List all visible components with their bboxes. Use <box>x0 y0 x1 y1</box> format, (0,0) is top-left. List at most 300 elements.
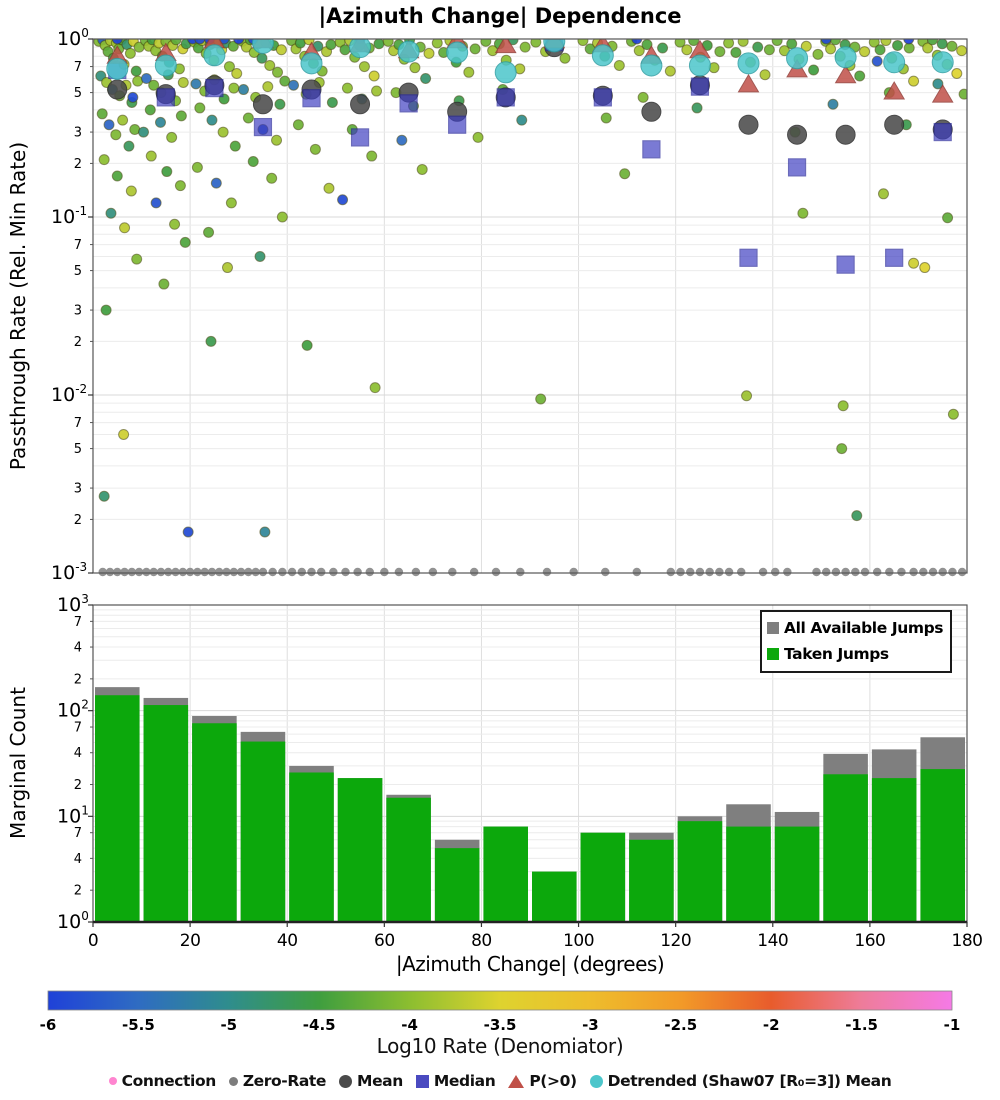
svg-text:60: 60 <box>374 931 395 951</box>
zero-rate-point <box>222 568 230 576</box>
legend-row <box>767 641 943 667</box>
detrended-marker <box>107 58 128 79</box>
scatter-point <box>191 79 201 89</box>
scatter-point <box>520 42 530 52</box>
scatter-point <box>232 68 242 78</box>
legend-item-zero-rate: Zero-Rate <box>229 1072 326 1090</box>
bar-taken <box>338 778 383 922</box>
scatter-point <box>132 254 142 264</box>
zero-rate-point <box>737 568 745 576</box>
scatter-point <box>689 36 699 46</box>
scatter-point <box>909 258 919 268</box>
scatter-point <box>374 39 384 49</box>
legend-item-connection: Connection <box>109 1072 216 1090</box>
zero-rate-point <box>929 568 937 576</box>
scatter-point <box>715 47 725 57</box>
scatter-point <box>272 135 282 145</box>
svg-text:2: 2 <box>73 883 82 899</box>
svg-text:5: 5 <box>73 264 82 280</box>
scatter-point <box>614 60 624 70</box>
median-marker <box>206 80 223 97</box>
zero-rate-point <box>783 568 791 576</box>
scatter-point <box>101 305 111 315</box>
svg-text:80: 80 <box>471 931 492 951</box>
zero-rate-point <box>897 568 905 576</box>
svg-text:140: 140 <box>757 931 789 951</box>
bar-taken <box>532 872 577 922</box>
colorbar-gradient <box>48 991 952 1010</box>
svg-text:120: 120 <box>660 931 692 951</box>
hist-y-axis-label: Marginal Count <box>6 687 30 839</box>
scatter-point <box>410 63 420 73</box>
scatter-point <box>267 173 277 183</box>
scatter-point <box>124 141 134 151</box>
zero-rate-point <box>395 568 403 576</box>
scatter-point <box>860 47 870 57</box>
svg-text:10-1: $10^{-1}$ <box>51 204 88 228</box>
bar-taken <box>241 742 286 922</box>
detrended-marker <box>884 52 905 73</box>
legend-item-p-gt0: P(>0) <box>508 1072 576 1090</box>
zero-rate-point <box>380 568 388 576</box>
scatter-point <box>828 99 838 109</box>
svg-text:-5.5: -5.5 <box>121 1016 155 1034</box>
scatter-point <box>99 491 109 501</box>
mean-marker-icon <box>339 1075 352 1088</box>
scatter-point <box>275 99 285 109</box>
scatter-point <box>324 183 334 193</box>
svg-text:-5: -5 <box>220 1016 238 1034</box>
svg-text:-2.5: -2.5 <box>664 1016 698 1034</box>
zero-rate-point <box>171 568 179 576</box>
scatter-point <box>855 71 865 81</box>
zero-rate-point <box>193 568 201 576</box>
mean-marker <box>739 115 758 134</box>
svg-text:10-3: $10^{-3}$ <box>51 560 88 584</box>
scatter-point <box>207 115 217 125</box>
zero-rate-point <box>909 568 917 576</box>
scatter-point <box>260 527 270 537</box>
scatter-point <box>947 41 957 51</box>
bar-taken <box>581 833 626 922</box>
bar-taken <box>192 723 237 922</box>
detrended-marker <box>592 45 613 66</box>
bar-taken <box>920 769 965 922</box>
zero-rate-point <box>128 568 136 576</box>
svg-text:-3.5: -3.5 <box>483 1016 517 1034</box>
bar-taken <box>435 848 480 922</box>
zero-rate-point <box>725 568 733 576</box>
detrended-marker <box>350 37 371 58</box>
zero-rate-point <box>939 568 947 576</box>
zero-rate-point <box>99 568 107 576</box>
zero-rate-point <box>278 568 286 576</box>
svg-text:101: $10^1$ <box>57 803 89 828</box>
scatter-point <box>310 144 320 154</box>
histogram-legend <box>760 610 952 673</box>
scatter-point <box>211 178 221 188</box>
zero-rate-point <box>135 568 143 576</box>
zero-rate-point <box>812 568 820 576</box>
scatter-point <box>170 219 180 229</box>
scatter-point <box>104 120 114 130</box>
svg-text:0: 0 <box>87 931 99 951</box>
legend-row <box>767 615 943 641</box>
scatter-point <box>277 212 287 222</box>
svg-text:103: $10^3$ <box>57 592 89 616</box>
scatter-point <box>837 444 847 454</box>
svg-text:-1: -1 <box>943 1016 961 1034</box>
scatter-point <box>120 223 130 233</box>
svg-text:100: $10^0$ <box>57 26 89 50</box>
svg-text:-4: -4 <box>401 1016 418 1034</box>
svg-text:-2: -2 <box>762 1016 780 1034</box>
zero-rate-point <box>120 568 128 576</box>
scatter-point <box>226 198 236 208</box>
scatter-point <box>145 105 155 115</box>
zero-rate-point <box>259 568 267 576</box>
svg-text:160: 160 <box>854 931 886 951</box>
scatter-point <box>764 45 774 55</box>
scatter-point <box>167 132 177 142</box>
scatter-point <box>125 48 135 58</box>
scatter-point <box>731 47 741 57</box>
zero-rate-point <box>958 568 966 576</box>
scatter-point <box>852 511 862 521</box>
zero-rate-point <box>601 568 609 576</box>
scatter-point <box>192 162 202 172</box>
zero-rate-point <box>429 568 437 576</box>
svg-text:-4.5: -4.5 <box>302 1016 336 1034</box>
zero-rate-point <box>329 568 337 576</box>
mean-marker <box>253 95 272 114</box>
zero-rate-point <box>251 568 259 576</box>
scatter-point <box>119 429 129 439</box>
zero-rate-point <box>873 568 881 576</box>
zero-rate-point <box>113 568 121 576</box>
svg-text:7: 7 <box>73 60 82 76</box>
scatter-point <box>243 113 253 123</box>
svg-text:10-2: $10^{-2}$ <box>51 382 88 406</box>
bar-taken <box>775 827 820 922</box>
scatter-point <box>195 103 205 113</box>
median-marker <box>449 116 466 133</box>
scatter-point <box>112 171 122 181</box>
scatter-point <box>742 391 752 401</box>
detrended-marker <box>544 31 565 52</box>
svg-text:3: 3 <box>73 303 82 319</box>
zero-rate-point <box>142 568 150 576</box>
median-marker <box>254 119 271 136</box>
zero-rate-point <box>851 568 859 576</box>
detrended-marker <box>252 32 273 53</box>
svg-text:5: 5 <box>73 442 82 458</box>
zero-rate-point <box>832 568 840 576</box>
zero-rate-point <box>948 568 956 576</box>
scatter-point <box>830 35 840 45</box>
scatter-point <box>176 111 186 121</box>
svg-text:-3: -3 <box>582 1016 599 1034</box>
svg-text:102: $10^2$ <box>57 697 89 722</box>
scatter-point <box>943 213 953 223</box>
scatter-point <box>481 36 491 46</box>
median-marker <box>352 129 369 146</box>
median-marker-icon <box>416 1075 429 1088</box>
median-marker <box>934 124 951 141</box>
scatter-point <box>175 181 185 191</box>
scatter-point <box>826 44 836 54</box>
scatter-point <box>138 127 148 137</box>
zero-rate-point <box>179 568 187 576</box>
median-marker <box>691 78 708 95</box>
mean-marker <box>351 95 370 114</box>
scatter-point <box>255 251 265 261</box>
scatter-point <box>327 97 337 107</box>
svg-text:100: 100 <box>563 931 595 951</box>
svg-text:7: 7 <box>73 720 82 736</box>
scatter-point <box>952 68 962 78</box>
zero-rate-point <box>366 568 374 576</box>
scatter-point <box>397 135 407 145</box>
detrended-marker <box>689 55 710 76</box>
zero-rate-point <box>543 568 551 576</box>
svg-text:-6: -6 <box>39 1016 57 1034</box>
svg-text:3: 3 <box>73 481 82 497</box>
detrended-marker <box>641 55 662 76</box>
scatter-point <box>692 103 702 113</box>
svg-text:180: 180 <box>951 931 983 951</box>
mean-marker <box>108 80 127 99</box>
zero-rate-point <box>237 568 245 576</box>
scatter-point <box>909 76 919 86</box>
scatter-point <box>248 157 258 167</box>
bar-taken <box>483 827 528 922</box>
scatter-point <box>126 186 136 196</box>
detrended-marker-icon <box>590 1075 603 1088</box>
scatter-point <box>155 117 165 127</box>
scatter-point <box>370 383 380 393</box>
svg-text:2: 2 <box>73 672 82 688</box>
scatter-point <box>257 53 267 63</box>
svg-text:3: 3 <box>73 125 82 141</box>
zero-rate-point <box>686 568 694 576</box>
zero-rate-point <box>696 568 704 576</box>
zero-rate-point <box>288 568 296 576</box>
scatter-point <box>753 42 763 52</box>
scatter-point <box>151 198 161 208</box>
bar-taken <box>726 827 771 922</box>
scatter-point <box>948 409 958 419</box>
scatter-point <box>183 527 193 537</box>
scatter-point <box>159 279 169 289</box>
scatter-point <box>206 336 216 346</box>
zero-rate-point <box>841 568 849 576</box>
bar-taken <box>289 772 334 922</box>
zero-rate-point <box>633 568 641 576</box>
scatter-point <box>99 155 109 165</box>
zero-rate-point <box>885 568 893 576</box>
zero-rate-point <box>448 568 456 576</box>
detrended-marker <box>787 48 808 69</box>
median-marker <box>740 249 757 266</box>
scatter-point <box>772 36 782 46</box>
scatter-point <box>304 35 314 45</box>
zero-rate-point <box>861 568 869 576</box>
bar-taken <box>386 798 431 922</box>
detrended-marker <box>398 41 419 62</box>
mean-marker <box>836 125 855 144</box>
zero-rate-point <box>676 568 684 576</box>
taken-jumps-label: Taken Jumps <box>784 645 889 663</box>
zero-rate-point <box>759 568 767 576</box>
detrended-marker <box>301 53 322 74</box>
figure-title: |Azimuth Change| Dependence <box>318 4 682 28</box>
scatter-point <box>937 39 947 49</box>
svg-text:7: 7 <box>73 238 82 254</box>
bar-taken <box>678 821 723 922</box>
scatter-point <box>470 44 480 54</box>
zero-rate-point <box>298 568 306 576</box>
zero-rate-point <box>317 568 325 576</box>
zero-rate-point <box>516 568 524 576</box>
zero-rate-point <box>705 568 713 576</box>
bar-taken <box>823 774 868 922</box>
median-marker <box>157 89 174 106</box>
scatter-point <box>536 394 546 404</box>
scatter-point <box>342 83 352 93</box>
scatter-point <box>293 120 303 130</box>
mean-marker <box>788 125 807 144</box>
scatter-point <box>578 36 588 46</box>
scatter-point <box>881 36 891 46</box>
scatter-point <box>904 43 914 53</box>
scatter-point <box>665 66 675 76</box>
zero-rate-point <box>157 568 165 576</box>
scatter-point <box>97 109 107 119</box>
bar-taken <box>144 705 189 922</box>
scatter-point <box>813 49 823 59</box>
zero-rate-point <box>919 568 927 576</box>
scatter-point <box>289 80 299 90</box>
scatter-point <box>230 141 240 151</box>
zero-rate-point <box>412 568 420 576</box>
scatter-point <box>367 151 377 161</box>
svg-text:7: 7 <box>73 614 82 630</box>
zero-rate-point <box>771 568 779 576</box>
scatter-point <box>838 401 848 411</box>
svg-text:20: 20 <box>179 931 201 951</box>
svg-text:2: 2 <box>73 156 82 172</box>
detrended-marker <box>447 42 468 63</box>
colorbar-label: Log10 Rate (Denomiator) <box>376 1034 624 1058</box>
mean-marker <box>642 102 661 121</box>
zero-rate-point <box>715 568 723 576</box>
scatter-point <box>928 35 938 45</box>
scatter-point <box>421 73 431 83</box>
zero-rate-point <box>667 568 675 576</box>
zero-rate-point <box>230 568 238 576</box>
median-marker <box>886 249 903 266</box>
scatter-point <box>222 263 232 273</box>
scatter-point <box>369 71 379 81</box>
colorbar <box>40 991 961 1034</box>
median-marker <box>497 89 514 106</box>
detrended-marker <box>204 45 225 66</box>
detrended-marker <box>835 47 856 68</box>
scatter-point <box>326 40 336 50</box>
scatter-point <box>798 208 808 218</box>
zero-rate-point <box>307 568 315 576</box>
all-available-jumps-swatch <box>767 622 779 634</box>
scatter-point <box>204 227 214 237</box>
scatter-point <box>340 45 350 55</box>
bar-taken <box>95 695 140 922</box>
median-marker <box>594 89 611 106</box>
scatter-point <box>424 48 434 58</box>
scatter-point <box>760 70 770 80</box>
scatter-point <box>560 53 570 63</box>
legend-item-detrended: Detrended (Shaw07 [R₀=3]) Mean <box>590 1072 892 1090</box>
svg-text:2: 2 <box>73 334 82 350</box>
scatter-point <box>875 45 885 55</box>
scatter-point <box>273 67 283 77</box>
scatter-point <box>417 164 427 174</box>
zero-rate-point <box>822 568 830 576</box>
scatter-point <box>178 77 188 87</box>
scatter-point <box>263 82 273 92</box>
zero-rate-marker-icon <box>229 1077 238 1086</box>
scatter-point <box>920 263 930 273</box>
zero-rate-point <box>470 568 478 576</box>
scatter-point <box>464 67 474 77</box>
detrended-marker <box>738 53 759 74</box>
zero-rate-point <box>164 568 172 576</box>
median-marker <box>837 256 854 273</box>
svg-text:40: 40 <box>276 931 298 951</box>
zero-rate-point <box>208 568 216 576</box>
x-axis-label: |Azimuth Change| (degrees) <box>395 952 665 976</box>
scatter-point <box>383 36 393 46</box>
zero-rate-point <box>106 568 114 576</box>
scatter-point <box>787 39 797 49</box>
p-gt0-marker-icon <box>508 1075 524 1088</box>
scatter-point <box>218 127 228 137</box>
median-marker <box>400 95 417 112</box>
connection-marker-icon <box>109 1077 117 1085</box>
bar-taken <box>872 778 917 922</box>
scatter-point <box>638 92 648 102</box>
bar-taken <box>629 840 674 922</box>
svg-text:-1.5: -1.5 <box>845 1016 879 1034</box>
zero-rate-point <box>244 568 252 576</box>
scatter-point <box>601 113 611 123</box>
svg-text:4: 4 <box>73 746 82 762</box>
median-marker <box>789 159 806 176</box>
scatter-point <box>276 45 286 55</box>
zero-rate-point <box>186 568 194 576</box>
detrended-marker <box>932 52 953 73</box>
median-marker <box>303 90 320 107</box>
zero-rate-point <box>341 568 349 576</box>
scatter-point <box>372 86 382 96</box>
zero-rate-point <box>492 568 500 576</box>
scatter-point <box>473 132 483 142</box>
svg-text:7: 7 <box>73 826 82 842</box>
scatter-point <box>171 35 181 45</box>
scatter-point <box>229 83 239 93</box>
svg-text:5: 5 <box>73 86 82 102</box>
svg-text:4: 4 <box>73 851 82 867</box>
